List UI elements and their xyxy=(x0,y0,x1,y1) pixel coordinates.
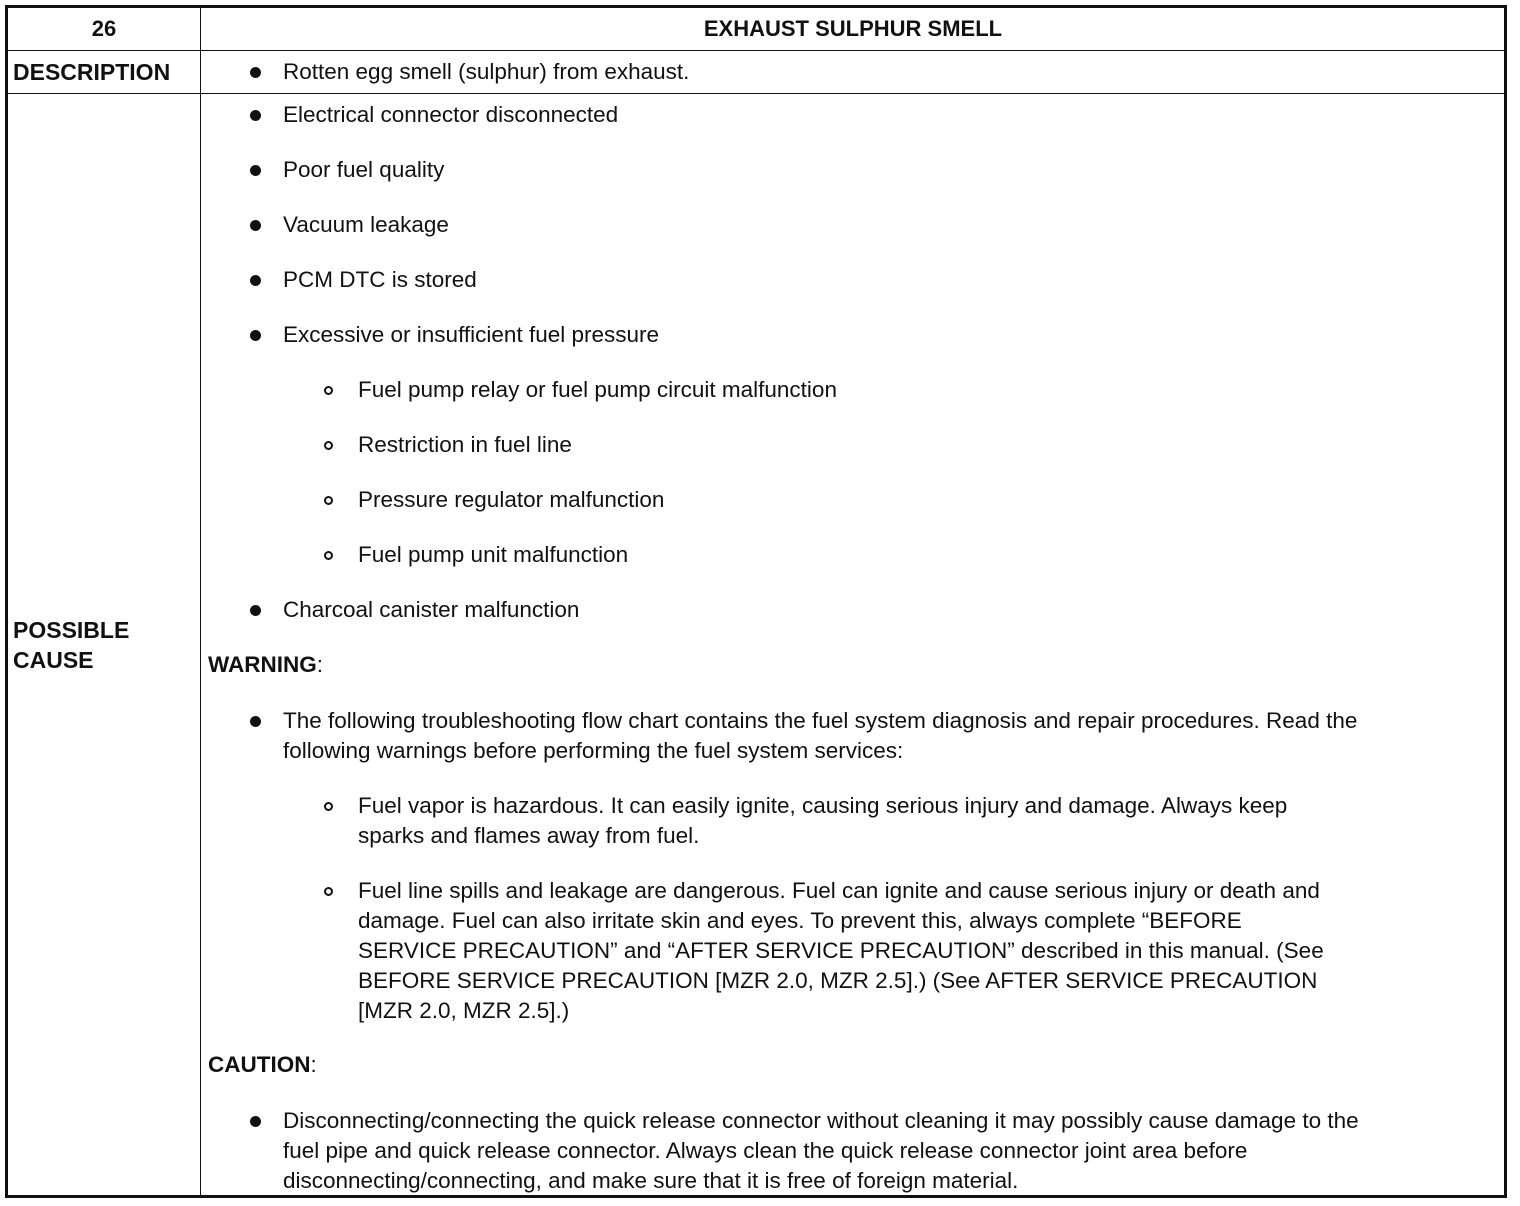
warning-sub-line: sparks and flames away from fuel. xyxy=(358,823,700,848)
warning-sub-line: BEFORE SERVICE PRECAUTION [MZR 2.0, MZR 2.5].) (See AFTER SERVICE PRECAUTION xyxy=(358,968,1318,993)
possible-cause-content-cell xyxy=(202,94,1504,1195)
bullet-icon xyxy=(250,605,261,616)
sub-cause-item: Restriction in fuel line xyxy=(358,432,572,457)
description-item: Rotten egg smell (sulphur) from exhaust. xyxy=(283,59,690,84)
warning-sub-line: Fuel line spills and leakage are dangerous. Fuel can ignite and cause serious injury or death and xyxy=(358,878,1320,903)
troubleshooting-title: EXHAUST SULPHUR SMELL xyxy=(703,16,1003,41)
sub-bullet-icon xyxy=(324,802,333,811)
bullet-icon xyxy=(250,1116,261,1127)
warning-heading-text: WARNING xyxy=(208,652,317,677)
sub-bullet-icon xyxy=(324,441,333,450)
cause-item: PCM DTC is stored xyxy=(283,267,477,292)
sub-bullet-icon xyxy=(324,887,333,896)
caution-text-line: fuel pipe and quick release connector. Always clean the quick release connector joint area before xyxy=(283,1138,1248,1163)
troubleshooting-number: 26 xyxy=(91,16,117,41)
sub-cause-item: Pressure regulator malfunction xyxy=(358,487,665,512)
bullet-icon xyxy=(250,716,261,727)
possible-cause-label-line2: CAUSE xyxy=(13,646,94,673)
troubleshooting-table xyxy=(5,5,1507,1198)
description-content-cell xyxy=(202,51,1504,93)
bullet-icon xyxy=(250,275,261,286)
description-label: DESCRIPTION xyxy=(13,58,171,85)
sub-bullet-icon xyxy=(324,386,333,395)
possible-cause-label-cell xyxy=(8,94,200,1195)
caution-heading xyxy=(208,1050,317,1080)
bullet-icon xyxy=(250,110,261,121)
header-number-cell xyxy=(8,8,200,50)
header-row xyxy=(8,8,1504,51)
warning-sub-line: Fuel vapor is hazardous. It can easily ignite, causing serious injury and damage. Always keep xyxy=(358,793,1288,818)
cause-item: Vacuum leakage xyxy=(283,212,449,237)
caution-text-line: disconnecting/connecting, and make sure that it is free of foreign material. xyxy=(283,1168,1019,1193)
caution-text-line: Disconnecting/connecting the quick release connector without cleaning it may possibly cause damage to the xyxy=(283,1108,1359,1133)
description-row xyxy=(8,51,1504,94)
sub-bullet-icon xyxy=(324,551,333,560)
description-label-cell xyxy=(8,51,200,93)
warning-text-line: following warnings before performing the fuel system services: xyxy=(283,738,904,763)
warning-sub-line: [MZR 2.0, MZR 2.5].) xyxy=(358,998,570,1023)
caution-colon: : xyxy=(310,1052,317,1077)
warning-text-line: The following troubleshooting flow chart contains the fuel system diagnosis and repair procedures. Read the xyxy=(283,708,1358,733)
header-title-cell xyxy=(202,8,1504,50)
warning-sub-line: damage. Fuel can also irritate skin and eyes. To prevent this, always complete “BEFORE xyxy=(358,908,1242,933)
cause-item: Electrical connector disconnected xyxy=(283,102,619,127)
sub-cause-item: Fuel pump unit malfunction xyxy=(358,542,629,567)
warning-colon: : xyxy=(316,652,324,677)
cause-item: Charcoal canister malfunction xyxy=(283,597,580,622)
caution-heading-text: CAUTION xyxy=(208,1052,311,1077)
bullet-icon xyxy=(250,67,261,78)
warning-sub-line: SERVICE PRECAUTION” and “AFTER SERVICE PRECAUTION” described in this manual. (See xyxy=(358,938,1324,963)
possible-cause-row xyxy=(8,94,1504,1195)
possible-cause-label-line1: POSSIBLE xyxy=(13,616,130,643)
bullet-icon xyxy=(250,165,261,176)
possible-cause-label xyxy=(8,615,129,675)
bullet-icon xyxy=(250,330,261,341)
cause-item: Poor fuel quality xyxy=(283,157,445,182)
cause-item: Excessive or insufficient fuel pressure xyxy=(283,322,660,347)
sub-bullet-icon xyxy=(324,496,333,505)
sub-cause-item: Fuel pump relay or fuel pump circuit malfunction xyxy=(358,377,837,402)
warning-heading xyxy=(208,650,323,680)
bullet-icon xyxy=(250,220,261,231)
